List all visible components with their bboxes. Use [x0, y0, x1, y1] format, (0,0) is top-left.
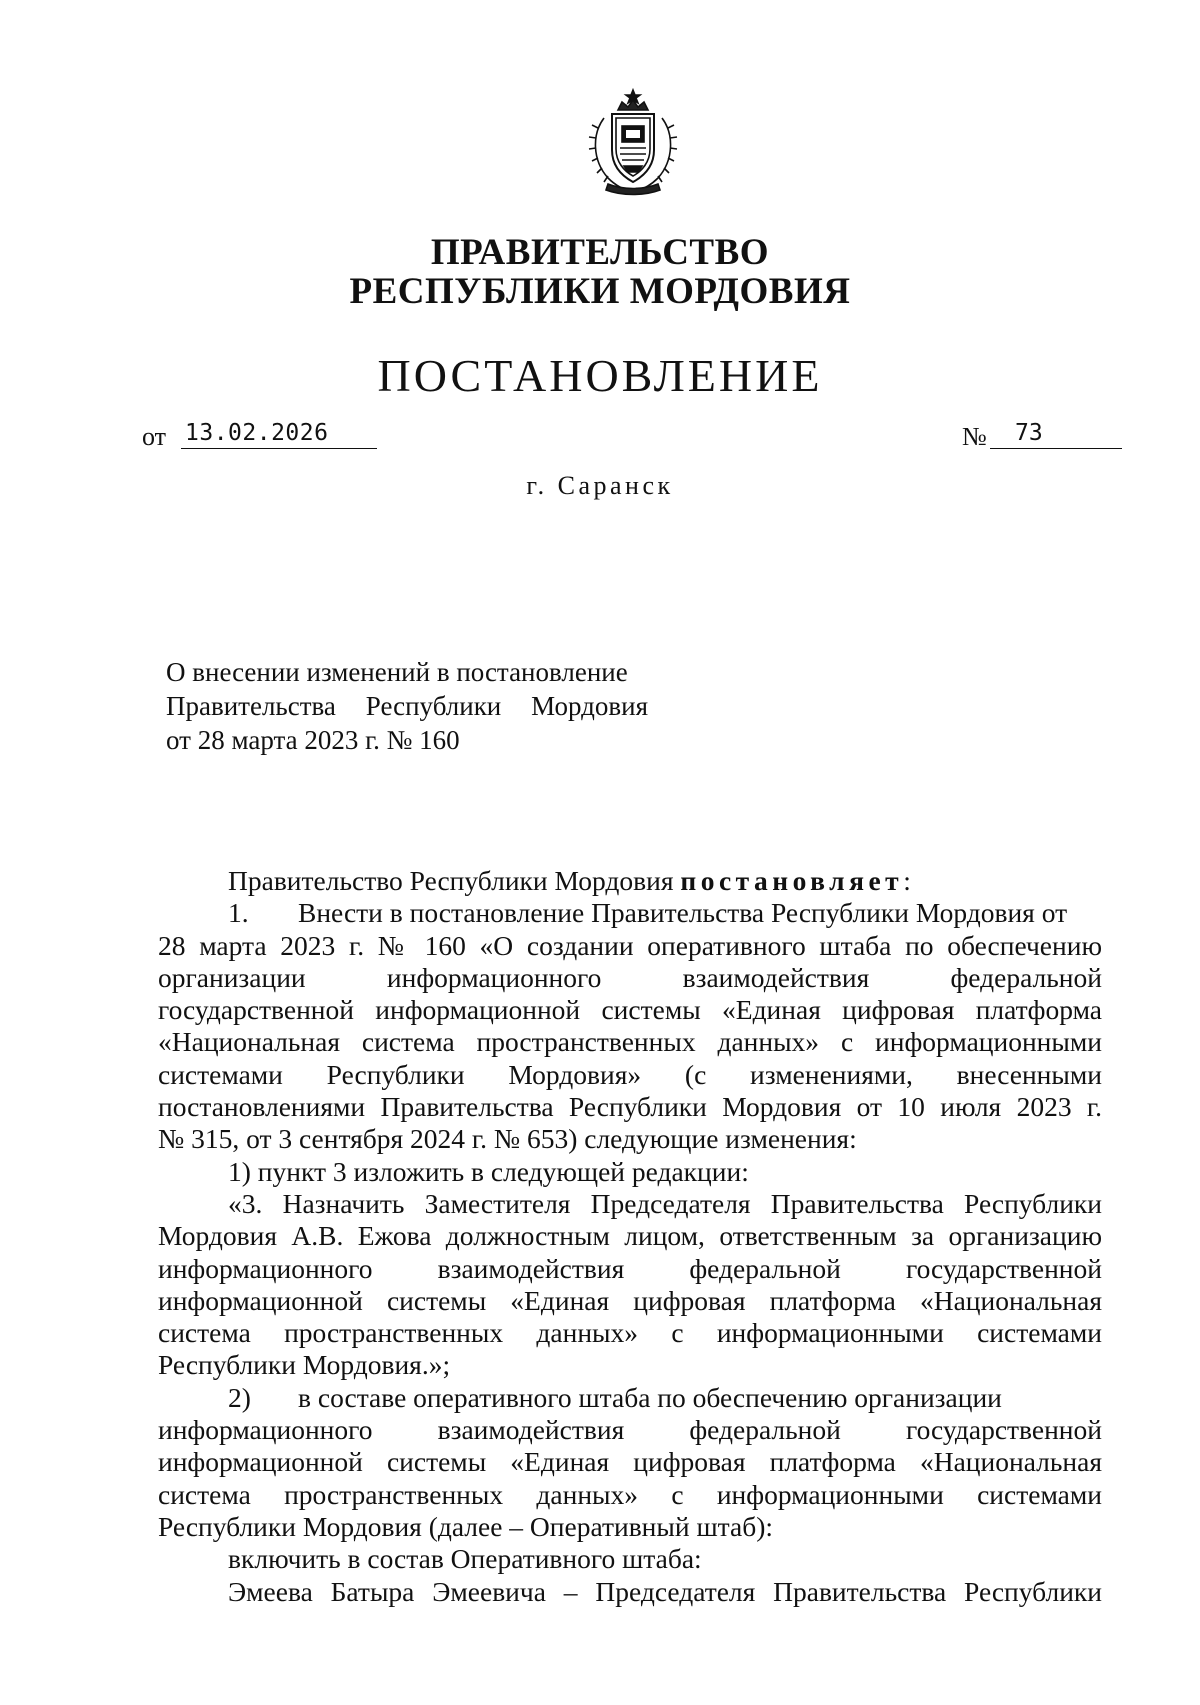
- title-line: от 28 марта 2023 г. № 160: [166, 725, 460, 755]
- intro-action: постановляет: [680, 865, 904, 896]
- item-1-line: № 315, от 3 сентября 2024 г. № 653) следующие изменения:: [158, 1123, 857, 1155]
- organization-name-line1: ПРАВИТЕЛЬСТВО: [430, 232, 770, 273]
- title-line: О внесении изменений в постановление: [166, 657, 628, 687]
- item-1-line: государственной информационной системы «Единая цифровая платформа: [158, 994, 1102, 1026]
- intro-text: Правительство Республики Мордовия: [228, 865, 674, 896]
- quote-line: информационного взаимодействия федеральной государственной: [158, 1252, 1102, 1284]
- coat-of-arms-emblem: [578, 88, 688, 198]
- document-type: ПОСТАНОВЛЕНИЕ: [377, 350, 823, 401]
- number-prefix: №: [962, 422, 987, 451]
- item-1-line: организации информационного взаимодействия федеральной: [158, 961, 1102, 993]
- quote-line: информационной системы «Единая цифровая платформа «Национальная: [158, 1284, 1102, 1316]
- date-prefix: от: [142, 422, 167, 451]
- document-title: [166, 655, 666, 757]
- document-number: 73: [990, 418, 1122, 449]
- subitem-2-line: 2) в составе оперативного штаба по обеспечению организации: [228, 1381, 1002, 1413]
- subitem-2-number: 2): [228, 1381, 251, 1413]
- item-1-line: «Национальная система пространственных данных» с информационными: [158, 1026, 1102, 1058]
- item-1-number: 1.: [228, 897, 249, 929]
- document-date: 13.02.2026: [181, 418, 377, 449]
- quote-line: система пространственных данных» с информационными системами: [158, 1317, 1102, 1349]
- quote-line: «3. Назначить Заместителя Председателя Правительства Республики: [228, 1187, 1102, 1219]
- quote-line: Республики Мордовия.»;: [158, 1349, 451, 1381]
- subitem-2-line: Республики Мордовия (далее – Оперативный штаб):: [158, 1510, 773, 1542]
- intro-colon: :: [903, 865, 911, 896]
- item-1-line: постановлениями Правительства Республики Мордовия от 10 июля 2023 г.: [158, 1091, 1102, 1123]
- organization-name-line2: РЕСПУБЛИКИ МОРДОВИЯ: [349, 271, 851, 312]
- subitem-2-line: система пространственных данных» с информационными системами: [158, 1478, 1102, 1510]
- item-1-line: 28 марта 2023 г. № 160 «О создании оперативного штаба по обеспечению: [158, 929, 1102, 961]
- intro-paragraph: [158, 865, 1102, 897]
- quote-line: Мордовия А.В. Ежова должностным лицом, ответственным за организацию: [158, 1220, 1102, 1252]
- item-1-line: системами Республики Мордовия» (с изменениями, внесенными: [158, 1058, 1102, 1090]
- item-1-line: 1. Внести в постановление Правительства Республики Мордовия от: [228, 897, 1068, 929]
- member-line: Эмеева Батыра Эмеевича – Председателя Правительства Республики: [228, 1575, 1102, 1607]
- document-body: [158, 865, 1102, 1608]
- include-line: включить в состав Оперативного штаба:: [228, 1543, 702, 1575]
- subitem-1: 1) пункт 3 изложить в следующей редакции:: [228, 1155, 749, 1187]
- title-line: Правительства Республики Мордовия: [166, 691, 648, 721]
- subitem-2-line: информационного взаимодействия федеральной государственной: [158, 1414, 1102, 1446]
- subitem-2-line: информационной системы «Единая цифровая платформа «Национальная: [158, 1446, 1102, 1478]
- city-name: г. Саранск: [526, 471, 674, 500]
